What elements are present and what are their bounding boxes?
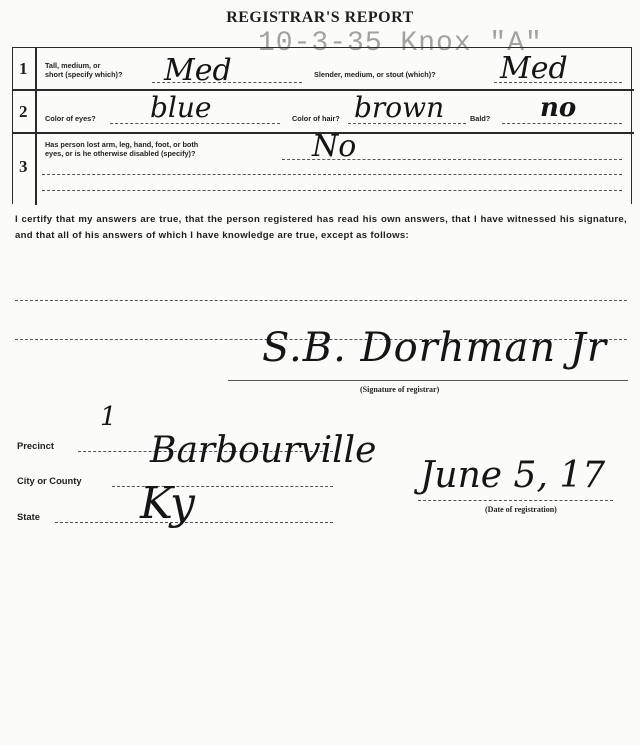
disability-question-line-2: eyes, or is he otherwise disabled (specify)? xyxy=(45,149,196,158)
signature-caption: (Signature of registrar) xyxy=(360,385,440,394)
report-table xyxy=(12,47,632,205)
disability-question-line-1: Has person lost arm, leg, hand, foot, or both xyxy=(45,140,199,149)
disability-answer-line-1 xyxy=(282,159,622,160)
build-question: Slender, medium, or stout (which)? xyxy=(314,70,436,79)
disability-answer: No xyxy=(312,129,357,164)
precinct-label: Precinct xyxy=(17,440,54,451)
state-label: State xyxy=(17,511,40,522)
height-question-line-2: short (specify which)? xyxy=(45,70,123,79)
build-answer-line xyxy=(494,82,622,83)
eye-color-answer: blue xyxy=(150,91,212,124)
exceptions-line-1 xyxy=(15,300,627,301)
eye-color-question: Color of eyes? xyxy=(45,114,96,123)
bald-answer: no xyxy=(540,93,577,123)
hair-color-question: Color of hair? xyxy=(292,114,340,123)
height-answer-line xyxy=(152,82,302,83)
number-column-divider xyxy=(35,47,37,205)
office-stamp: 10-3-35 Knox "A" xyxy=(258,28,543,59)
height-question xyxy=(45,61,122,79)
registration-date-value: June 5, 17 xyxy=(420,455,606,496)
city-county-label: City or County xyxy=(17,475,82,486)
registration-date-caption: (Date of registration) xyxy=(485,505,557,514)
height-question-line-1: Tall, medium, or xyxy=(45,61,101,70)
hair-color-answer-line xyxy=(348,123,466,124)
signature-line xyxy=(228,380,628,381)
eye-color-answer-line xyxy=(110,123,280,124)
row-divider-1 xyxy=(12,89,634,91)
report-title: REGISTRAR'S REPORT xyxy=(226,9,414,26)
registration-date-line xyxy=(418,500,613,501)
build-answer: Med xyxy=(500,51,568,86)
hair-color-answer: brown xyxy=(354,91,445,124)
registrar-signature: S.B. Dorhman Jr xyxy=(262,325,607,371)
row-number-2: 2 xyxy=(19,102,28,121)
precinct-value: 1 xyxy=(100,402,117,432)
row-number-3: 3 xyxy=(19,157,28,176)
disability-question xyxy=(45,140,198,158)
certification-statement: I certify that my answers are true, that the person registered has read his own answers, that I have witnessed his signature, and that all of his answers of which I have knowledge are true, except as follows: xyxy=(15,214,627,241)
bald-question: Bald? xyxy=(470,114,491,123)
row-number-1: 1 xyxy=(19,59,28,78)
height-answer: Med xyxy=(164,53,232,88)
city-county-value: Barbourville xyxy=(150,430,377,471)
disability-answer-line-3 xyxy=(42,190,622,191)
state-value: Ky xyxy=(140,478,195,529)
bald-answer-line xyxy=(502,123,622,124)
disability-answer-line-2 xyxy=(42,174,622,175)
